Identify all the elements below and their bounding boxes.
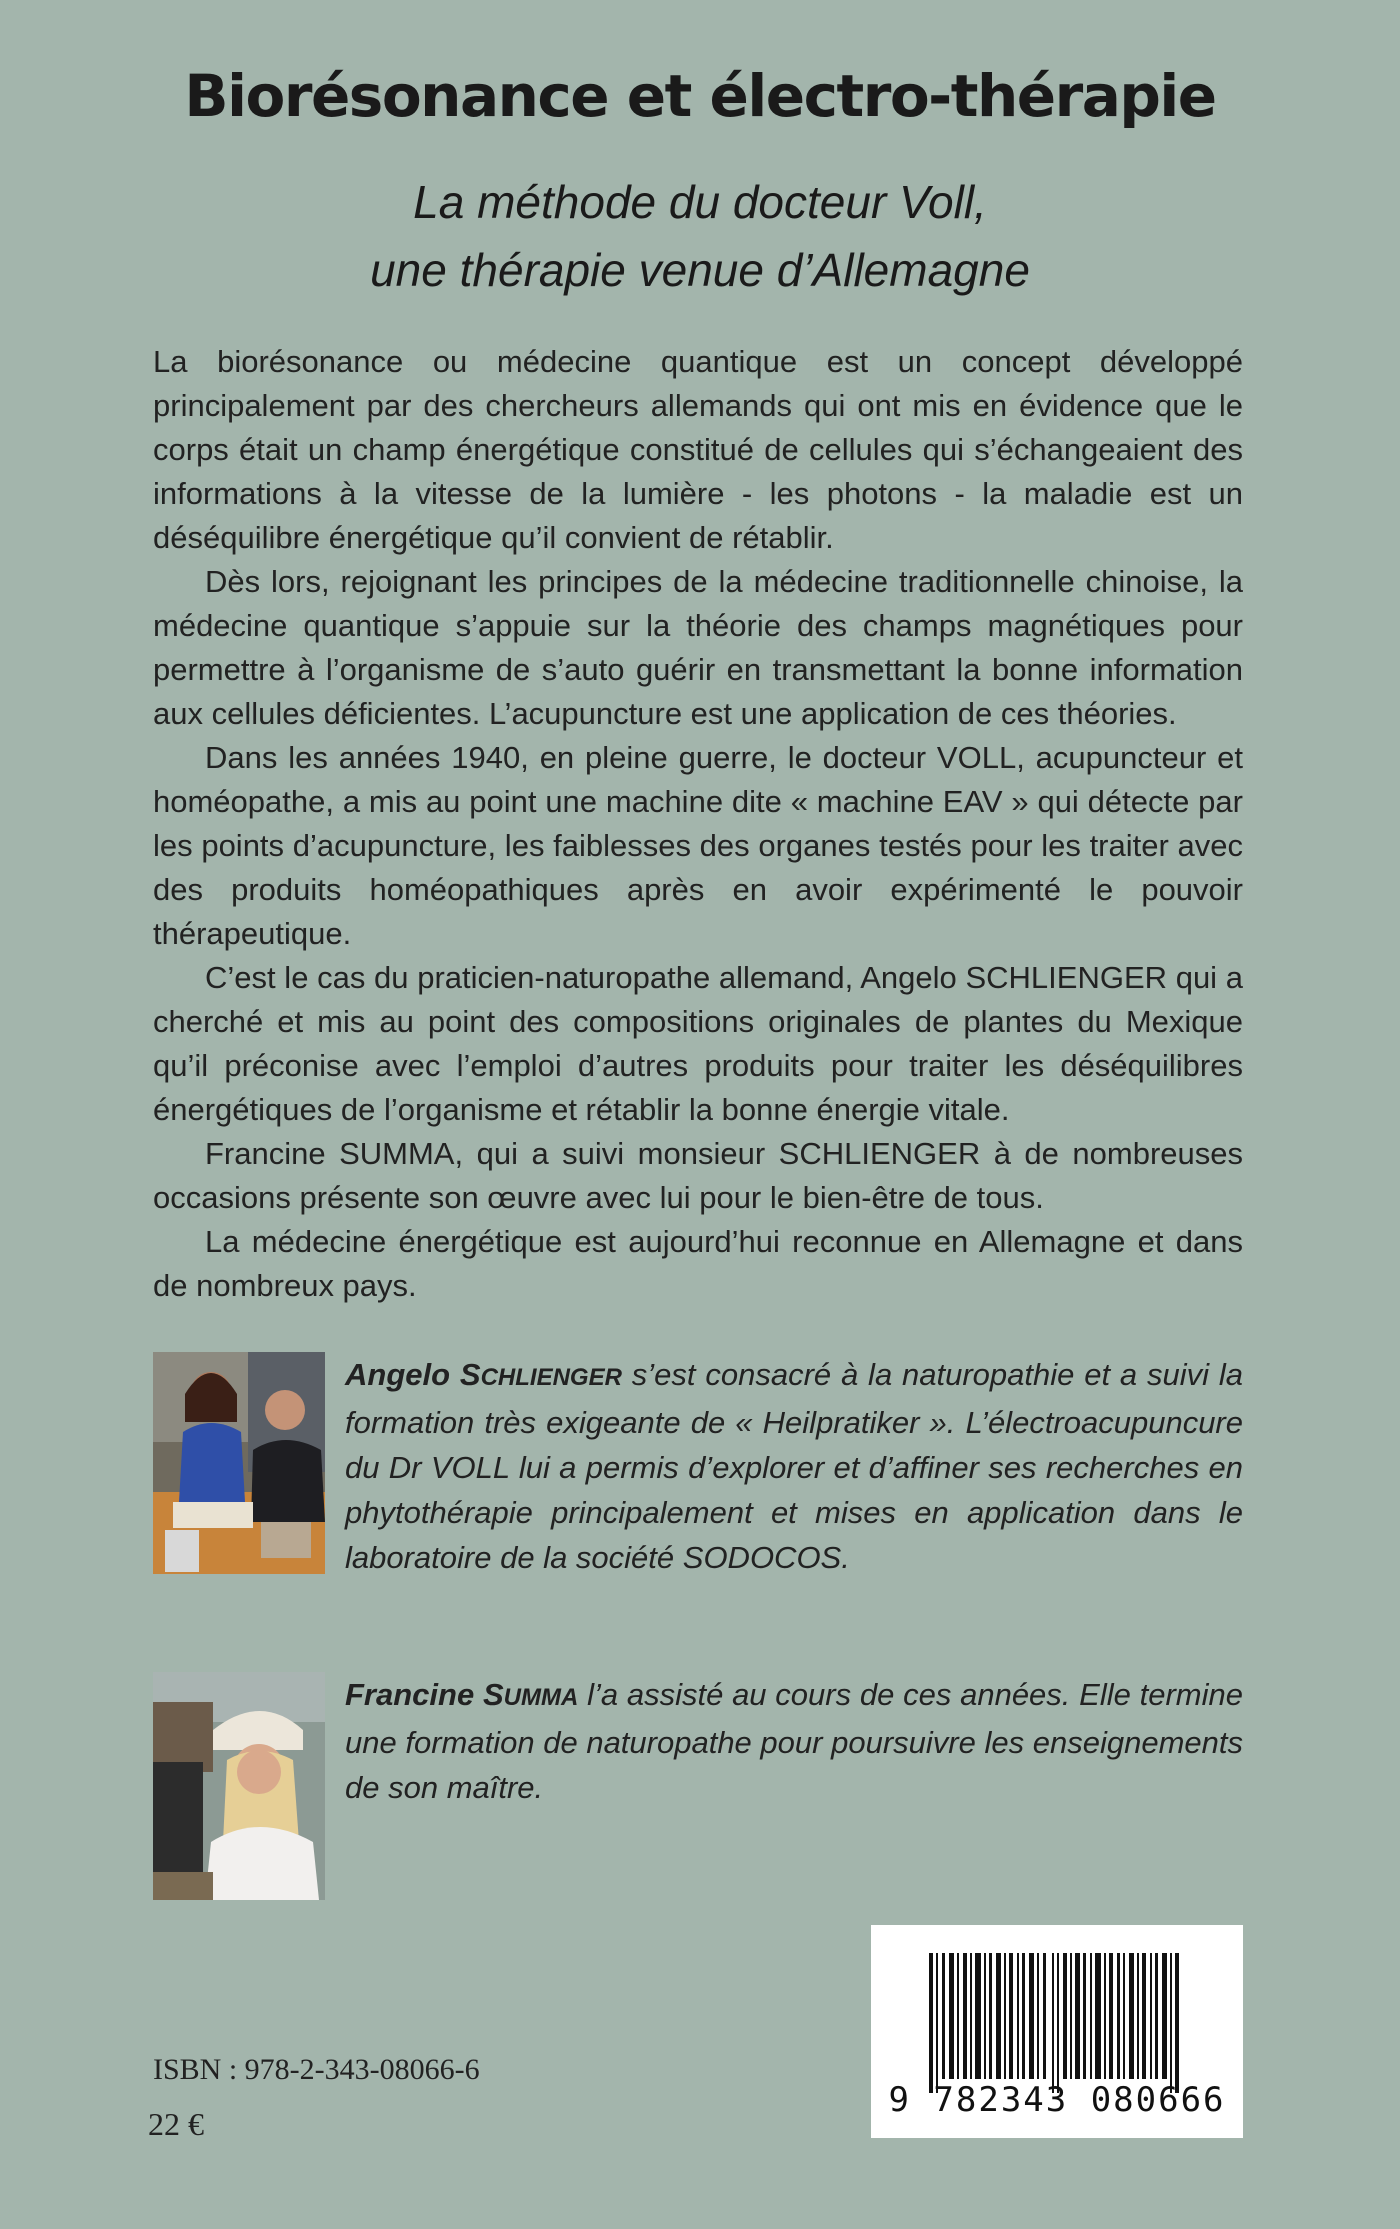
summary-paragraph: La médecine énergétique est aujourd’hui reconnue en Allemagne et dans de nombreux pays. <box>153 1224 1243 1303</box>
barcode-number: 9 782343 080666 <box>888 2080 1226 2120</box>
book-title: Biorésonance et électro-thérapie <box>184 62 1216 130</box>
subtitle-line-1: La méthode du docteur Voll, <box>413 176 987 228</box>
subtitle-line-2: une thérapie venue d’Allemagne <box>370 244 1030 296</box>
summary-paragraph: Dans les années 1940, en pleine guerre, le docteur VOLL, acupuncteur et homéopathe, a mis au point une machine dite « machine EAV » qui détecte par les points d’acupuncture, les faiblesses des organes testés pour les traiter avec des produits homéopathiques après en avoir expérimenté le pouvoir thérapeutique. <box>153 740 1243 951</box>
author-name-summa: Francine SUMMA <box>345 1677 579 1712</box>
author-bio-text-schlienger: Angelo SCHLIENGER s’est consacré à la naturopathie et a suivi la formation très exigeante de « Heilpratiker ». L’électroacupuncure du Dr VOLL lui a permis d’explorer et d’affiner ses recherches en phytothérapie principalement et mises en application dans le laboratoire de la société SODOCOS. <box>345 1357 1243 1575</box>
author-photo-summa <box>153 1672 325 1900</box>
book-subtitle <box>0 168 1400 304</box>
author-name-schlienger: Angelo SCHLIENGER <box>345 1357 622 1392</box>
summary-paragraph: La biorésonance ou médecine quantique est un concept développé principalement par des chercheurs allemands qui ont mis en évidence que le corps était un champ énergétique constitué de cellules qui s’échangeaient des informations à la vitesse de la lumière - les photons - la maladie est un déséquilibre énergétique qu’il convient de rétablir. <box>153 344 1243 555</box>
summary-paragraph: Francine SUMMA, qui a suivi monsieur SCHLIENGER à de nombreuses occasions présente son œuvre avec lui pour le bien-être de tous. <box>153 1136 1243 1215</box>
back-cover-summary <box>153 340 1243 1308</box>
author-bio-text-summa: Francine SUMMA l’a assisté au cours de ces années. Elle termine une formation de naturopathe pour poursuivre les enseignements de son maître. <box>345 1677 1243 1805</box>
price-text: 22 € <box>148 2106 204 2142</box>
summary-paragraph: C’est le cas du praticien-naturopathe allemand, Angelo SCHLIENGER qui a cherché et mis au point des compositions originales de plantes du Mexique qu’il préconise avec l’emploi d’autres produits pour traiter les déséquilibres énergétiques de l’organisme et rétablir la bonne énergie vitale. <box>153 960 1243 1127</box>
author-photo-schlienger <box>153 1352 325 1574</box>
summary-paragraph: Dès lors, rejoignant les principes de la médecine traditionnelle chinoise, la médecine quantique s’appuie sur la théorie des champs magnétiques pour permettre à l’organisme de s’auto guérir en transmettant la bonne information aux cellules déficientes. L’acupuncture est une application de ces théories. <box>153 564 1243 731</box>
isbn-text: ISBN : 978-2-343-08066-6 <box>153 2053 480 2086</box>
barcode <box>871 1925 1243 2138</box>
